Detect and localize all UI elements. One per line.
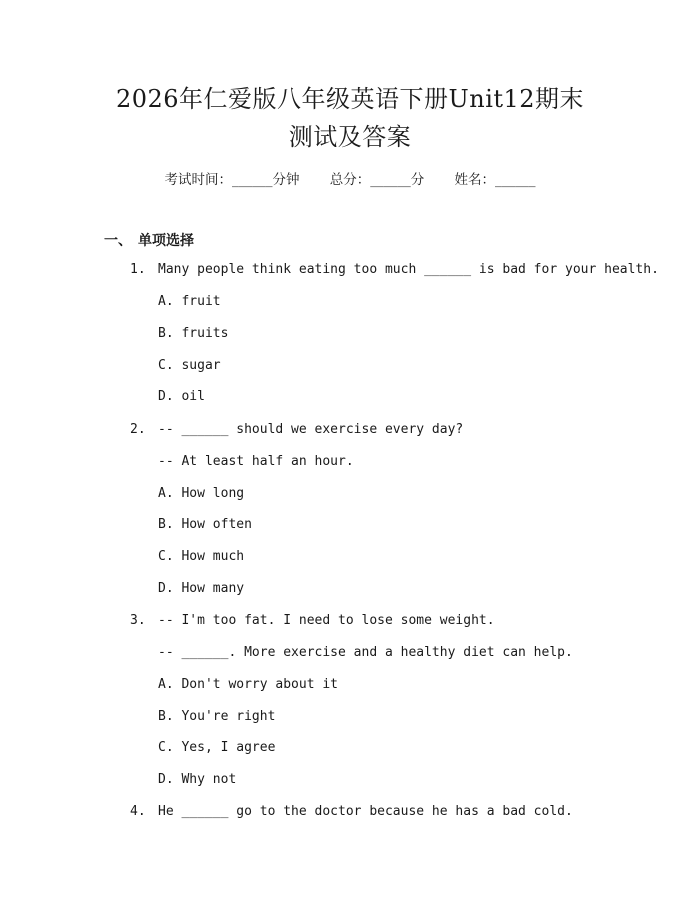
question-text: -- I'm too fat. I need to lose some weight. — [158, 613, 495, 628]
option: D. How many — [158, 581, 245, 596]
option: B. fruits — [158, 326, 229, 341]
page-title — [0, 80, 700, 156]
option: C. Yes, I agree — [158, 740, 276, 755]
question-number: 4. — [130, 804, 146, 819]
option: B. How often — [158, 517, 252, 532]
question-number: 3. — [130, 613, 146, 628]
title-line-2: 测试及答案 — [288, 123, 412, 151]
option: C. sugar — [158, 358, 221, 373]
question-2-stem — [130, 422, 463, 437]
question-text: Many people think eating too much ______ is bad for your health. — [158, 262, 659, 277]
question-4-stem — [130, 804, 573, 819]
option: D. Why not — [158, 772, 237, 787]
option: A. How long — [158, 486, 245, 501]
dialogue-line: -- ______. More exercise and a healthy diet can help. — [158, 645, 573, 660]
title-line-1: 2026年仁爱版八年级英语下册Unit12期末 — [115, 85, 585, 113]
option: B. You're right — [158, 709, 276, 724]
dialogue-line: -- At least half an hour. — [158, 454, 354, 469]
section-label: 单项选择 — [138, 233, 194, 249]
question-text: -- ______ should we exercise every day? — [158, 422, 464, 437]
section-number: 一、 — [104, 233, 132, 249]
question-number: 1. — [130, 262, 146, 277]
question-1-stem — [130, 262, 659, 277]
option: C. How much — [158, 549, 245, 564]
option: A. Don't worry about it — [158, 677, 339, 692]
exam-name: 姓名：______ — [454, 172, 536, 188]
exam-info — [0, 168, 700, 188]
option: D. oil — [158, 389, 205, 404]
exam-score: 总分：______分 — [329, 172, 425, 188]
question-number: 2. — [130, 422, 146, 437]
exam-time: 考试时间：______分钟 — [164, 172, 300, 188]
question-text: He ______ go to the doctor because he has a bad cold. — [158, 804, 573, 819]
option: A. fruit — [158, 294, 221, 309]
question-3-stem — [130, 613, 495, 628]
section-heading — [104, 230, 194, 250]
